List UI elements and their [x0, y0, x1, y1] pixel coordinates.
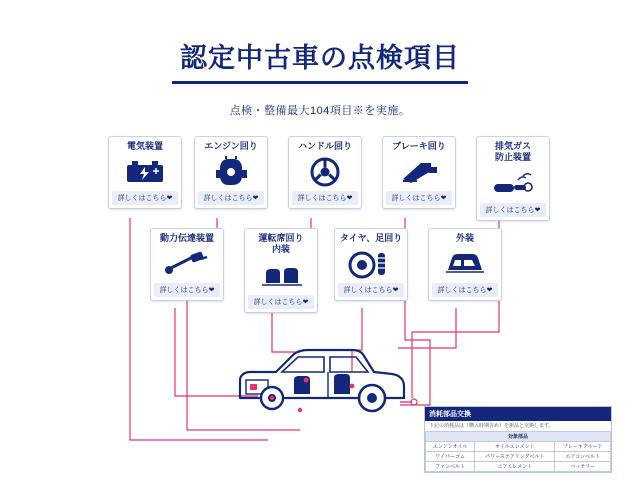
table-cell: ワイパーゴム	[426, 451, 475, 461]
card-title: エンジン回り	[204, 141, 258, 151]
card-link[interactable]	[112, 191, 178, 205]
card-title-line1: 排気ガス	[494, 141, 531, 151]
card-link[interactable]	[198, 191, 264, 205]
chevron-icon: ❤	[486, 287, 493, 294]
card-link[interactable]	[386, 191, 452, 205]
card-driver-seat-interior[interactable]	[244, 228, 318, 313]
consumable-heading: 消耗部品交換	[425, 407, 611, 421]
page-title: 認定中古車の点検項目	[172, 36, 468, 84]
table-header-cell: 対象部品	[426, 431, 611, 441]
card-title: 動力伝達装置	[159, 233, 214, 243]
card-title	[248, 233, 314, 257]
card-link[interactable]	[480, 203, 546, 217]
chevron-icon: ❤	[302, 299, 309, 306]
card-link-label: 詳しくはこちら	[253, 299, 303, 306]
card-title: ブレーキ回り	[392, 141, 446, 151]
card-link[interactable]	[154, 283, 220, 297]
card-exterior[interactable]	[428, 228, 502, 301]
table-row	[426, 451, 611, 461]
interior-icon	[248, 259, 314, 293]
table-cell: エンジンオイル	[426, 441, 475, 451]
card-title: ハンドル回り	[297, 141, 352, 151]
tire-icon	[338, 247, 404, 281]
steering-wheel-icon	[292, 155, 358, 189]
table-cell: ブレーキフルード	[555, 441, 611, 451]
card-link-label: 詳しくはこちら	[117, 195, 167, 202]
card-title: タイヤ、足回り	[339, 233, 403, 243]
card-title-line2: 防止装置	[494, 152, 531, 163]
table-row	[426, 441, 611, 451]
table-cell: ファンベルト	[426, 461, 475, 471]
car-body-icon	[432, 247, 498, 281]
chevron-icon: ❤	[534, 207, 541, 214]
page-title-wrap	[0, 36, 640, 84]
card-title	[480, 141, 546, 165]
chevron-icon: ❤	[392, 287, 399, 294]
card-link-label: 詳しくはこちら	[391, 195, 441, 202]
card-brake-area[interactable]	[382, 136, 456, 209]
consumable-parts-panel	[424, 406, 612, 473]
page-subtitle: 点検・整備最大104項目※を実施。	[229, 105, 411, 117]
card-link-label: 詳しくはこちら	[437, 287, 487, 294]
chevron-icon: ❤	[208, 287, 215, 294]
card-title-line2: 内装	[271, 244, 290, 255]
card-steering-area[interactable]	[288, 136, 362, 209]
chevron-icon: ❤	[440, 195, 447, 202]
card-link[interactable]	[292, 191, 358, 205]
card-title: 電気装置	[126, 141, 163, 151]
brake-pad-icon	[386, 155, 452, 189]
card-link[interactable]	[432, 283, 498, 297]
card-title: 外装	[455, 233, 474, 243]
table-cell: バッテリー	[555, 461, 611, 471]
table-header-row	[426, 431, 611, 441]
card-power-transmission[interactable]	[150, 228, 224, 301]
card-link-label: 詳しくはこちら	[203, 195, 253, 202]
exhaust-icon	[480, 167, 546, 201]
table-cell: エアエレメント	[475, 461, 555, 471]
card-link-label: 詳しくはこちら	[485, 207, 535, 214]
card-link-label: 詳しくはこちら	[159, 287, 209, 294]
table-cell: エアコンベルト	[555, 451, 611, 461]
card-engine-area[interactable]	[194, 136, 268, 209]
chevron-icon: ❤	[166, 195, 173, 202]
chevron-icon: ❤	[346, 195, 353, 202]
card-title-line1: 運転席回り	[258, 233, 304, 243]
card-link[interactable]	[338, 283, 404, 297]
engine-icon	[198, 155, 264, 189]
card-link-label: 詳しくはこちら	[343, 287, 393, 294]
battery-icon	[112, 155, 178, 189]
card-exhaust-gas-device[interactable]	[476, 136, 550, 221]
card-link[interactable]	[248, 295, 314, 309]
chevron-icon: ❤	[252, 195, 259, 202]
consumable-note: 下記の消耗品は（購入時期含め）を新品と交換します。	[429, 423, 554, 429]
table-row	[426, 461, 611, 471]
drivetrain-icon	[154, 247, 220, 281]
table-cell: パワーステアリングベルト	[475, 451, 555, 461]
card-tire-suspension[interactable]	[334, 228, 408, 301]
consumable-table	[425, 431, 611, 472]
card-link-label: 詳しくはこちら	[297, 195, 347, 202]
card-electric-equipment[interactable]	[108, 136, 182, 209]
table-cell: オイルエレメント	[475, 441, 555, 451]
